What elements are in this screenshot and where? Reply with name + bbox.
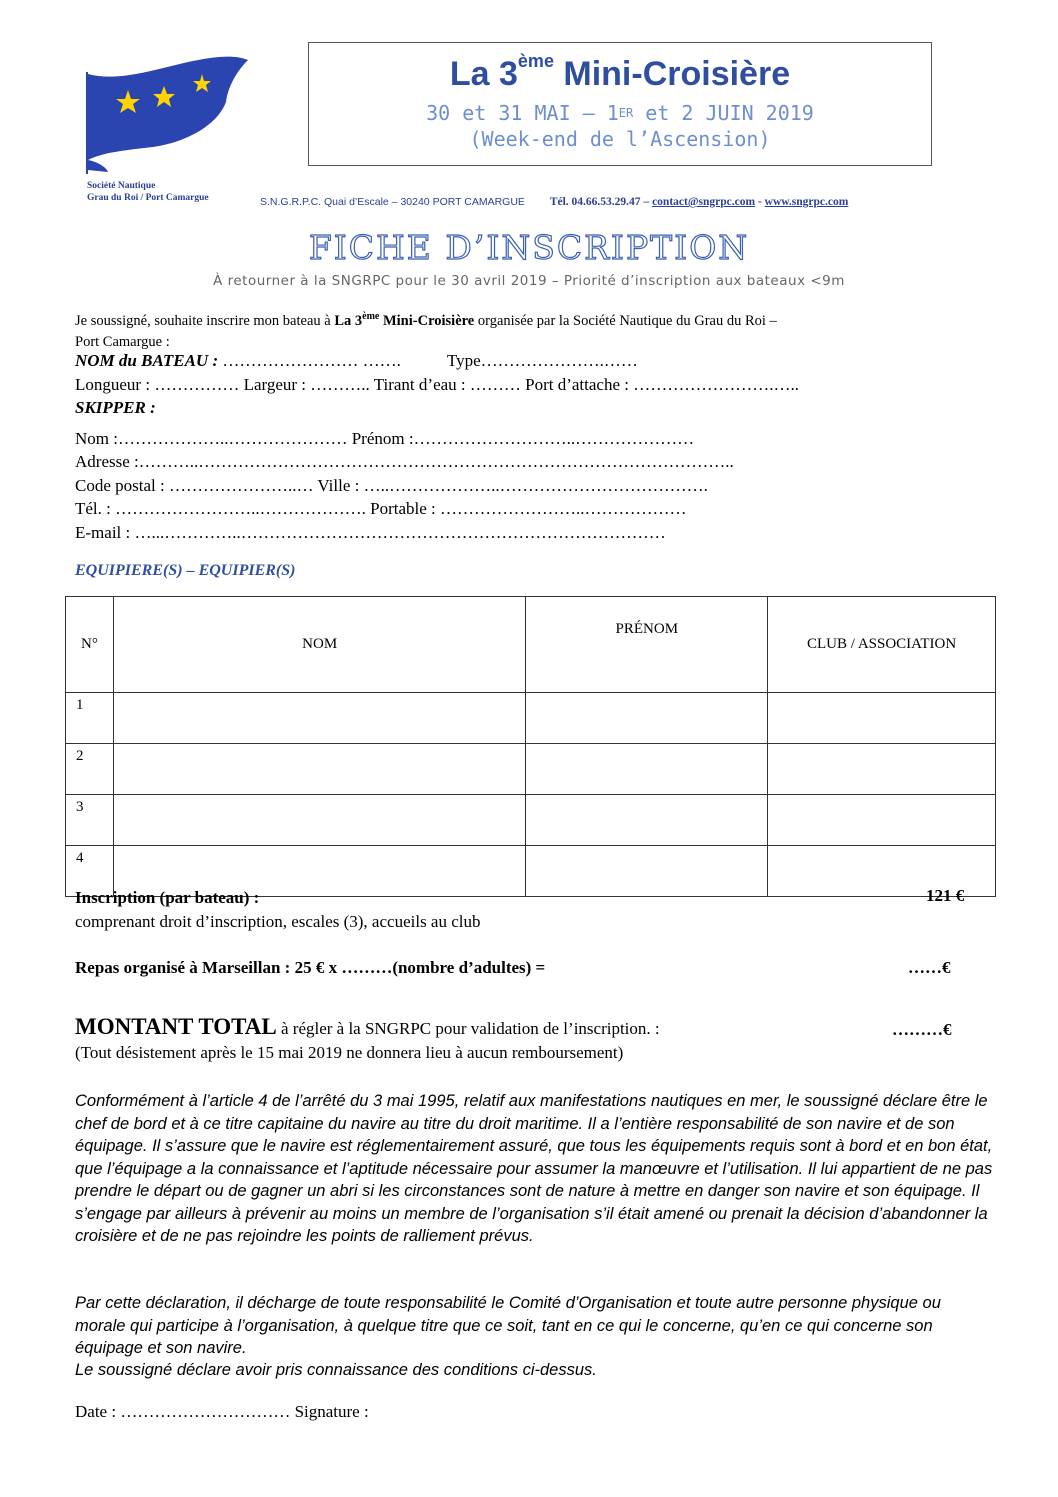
intro-text: Je soussigné, souhaite inscrire mon bateau à La 3ème Mini-Croisière organisée par la Société Nautique du Grau du Roi – Port Camargue : bbox=[75, 311, 777, 350]
declaration-paragraph-1: Conformément à l’article 4 de l’arrêté du 3 mai 1995, relatif aux manifestations nautiques en mer, le soussigné déclare être le chef de bord et à ce titre capitaine du navire au titre du droit maritime. Il a l’entière responsabilité de son navire et de son équipage. Il s’assure que le navire est réglementairement assuré, que tous les équipements requis sont à bord et en bon état, que l’équipage a la connaissance et l’aptitude nécessaire pour assumer la manœuvre et l’utilisation. Il lui appartient de ne pas prendre le départ ou de gagner un abri si les circonstances sont de nature à mettre en danger son navire et son équipage. Il s’engage par ailleurs à prévenir au moins un membre de l’organisation s’il était amené ou prenait la décision d’abandonner la croisière et de ne pas rejoindre les points de ralliement prévus. bbox=[75, 1092, 993, 1245]
club-phone: Tél. 04.66.53.29.47 – contact@sngrpc.com - www.sngrpc.com bbox=[549, 196, 849, 208]
crew-heading: EQUIPIERE(S) – EQUIPIER(S) bbox=[75, 562, 296, 579]
row-number: 1 bbox=[66, 693, 114, 744]
total-amount[interactable]: ………€ bbox=[892, 1020, 952, 1039]
table-row bbox=[66, 795, 996, 846]
date-signature-line[interactable]: Date : ………………………… Signature : bbox=[75, 1402, 369, 1421]
club-address: S.N.G.R.P.C. Quai d’Escale – 30240 PORT CAMARGUE bbox=[260, 196, 525, 208]
club-website-link[interactable]: www.sngrpc.com bbox=[764, 196, 849, 208]
crew-prenom-cell[interactable] bbox=[526, 795, 768, 846]
crew-prenom-cell[interactable] bbox=[526, 693, 768, 744]
declaration-paragraph-3: Le soussigné déclare avoir pris connaissance des conditions ci-dessus. bbox=[75, 1361, 597, 1379]
skipper-heading: SKIPPER : bbox=[75, 398, 156, 417]
table-row bbox=[66, 693, 996, 744]
crew-table bbox=[65, 596, 996, 897]
crew-nom-cell[interactable] bbox=[113, 744, 525, 795]
crew-prenom-cell[interactable] bbox=[526, 846, 768, 897]
form-subtitle: À retourner à la SNGRPC pour le 30 avril 2019 – Priorité d’inscription aux bateaux <9m bbox=[213, 273, 845, 289]
skipper-email-line[interactable]: E-mail : …...…………..………………………………………………………………… bbox=[75, 523, 666, 542]
skipper-address-line[interactable]: Adresse :………..………………………………………………………………………………….. bbox=[75, 452, 734, 471]
club-email-link[interactable]: contact@sngrpc.com bbox=[652, 196, 756, 208]
event-title-box bbox=[308, 42, 932, 166]
crew-nom-cell[interactable] bbox=[113, 693, 525, 744]
contact-line bbox=[260, 196, 848, 208]
col-number: N° bbox=[66, 597, 114, 693]
total-line: MONTANT TOTAL à régler à la SNGRPC pour validation de l’inscription. : bbox=[75, 1014, 660, 1039]
registration-fee-price: 121 € bbox=[926, 886, 965, 905]
form-title: FICHE D’INSCRIPTION bbox=[308, 228, 750, 267]
crew-club-cell[interactable] bbox=[768, 795, 996, 846]
crew-club-cell[interactable] bbox=[768, 693, 996, 744]
cancellation-note: (Tout désistement après le 15 mai 2019 ne donnera lieu à aucun remboursement) bbox=[75, 1043, 624, 1062]
col-club: CLUB / ASSOCIATION bbox=[768, 597, 996, 693]
row-number: 4 bbox=[66, 846, 114, 897]
meal-amount[interactable]: ……€ bbox=[908, 958, 951, 977]
skipper-phone-line[interactable]: Tél. : ……………………..………………. Portable : ……………………..……………… bbox=[75, 499, 687, 518]
skipper-postcode-line[interactable]: Code postal : …………………..… Ville : …..………………..………………………………. bbox=[75, 476, 708, 495]
boat-dimensions-line[interactable]: Longueur : …………… Largeur : ……….. Tirant d’eau : ……… Port d’attache : …………………….….. bbox=[75, 375, 799, 394]
registration-fee bbox=[75, 886, 481, 934]
meal-line[interactable]: Repas organisé à Marseillan : 25 € x ………(nombre d’adultes) = bbox=[75, 958, 546, 977]
registration-fee-label: Inscription (par bateau) : bbox=[75, 888, 260, 907]
crew-prenom-cell[interactable] bbox=[526, 744, 768, 795]
crew-table-header bbox=[66, 597, 996, 693]
crew-club-cell[interactable] bbox=[768, 744, 996, 795]
event-subtitle: (Week-end de l’Ascension) bbox=[469, 127, 771, 151]
event-dates: 30 et 31 MAI – 1ER et 2 JUIN 2019 bbox=[426, 101, 814, 125]
col-nom: NOM bbox=[113, 597, 525, 693]
logo-caption: Société Nautique Grau du Roi / Port Camargue bbox=[87, 181, 209, 203]
event-title: La 3ème Mini-Croisière bbox=[449, 51, 791, 93]
registration-fee-detail: comprenant droit d’inscription, escales (3), accueils au club bbox=[75, 912, 481, 931]
col-prenom: PRÉNOM bbox=[526, 597, 768, 693]
declaration-paragraph-2: Par cette déclaration, il décharge de toute responsabilité le Comité d’Organisation et toute autre personne physique ou morale qui participe à l’organisation, à quelque titre que ce soit, tant en ce qui le concerne, qu’en ce qui concerne son équipage et son navire. bbox=[75, 1294, 941, 1357]
row-number: 2 bbox=[66, 744, 114, 795]
crew-nom-cell[interactable] bbox=[113, 795, 525, 846]
row-number: 3 bbox=[66, 795, 114, 846]
skipper-name-line[interactable]: Nom :………………..………………… Prénom :………………………..………………… bbox=[75, 429, 695, 448]
table-row bbox=[66, 744, 996, 795]
boat-name-line[interactable]: NOM du BATEAU : …………………… ……. Type………………….…… bbox=[75, 351, 638, 370]
